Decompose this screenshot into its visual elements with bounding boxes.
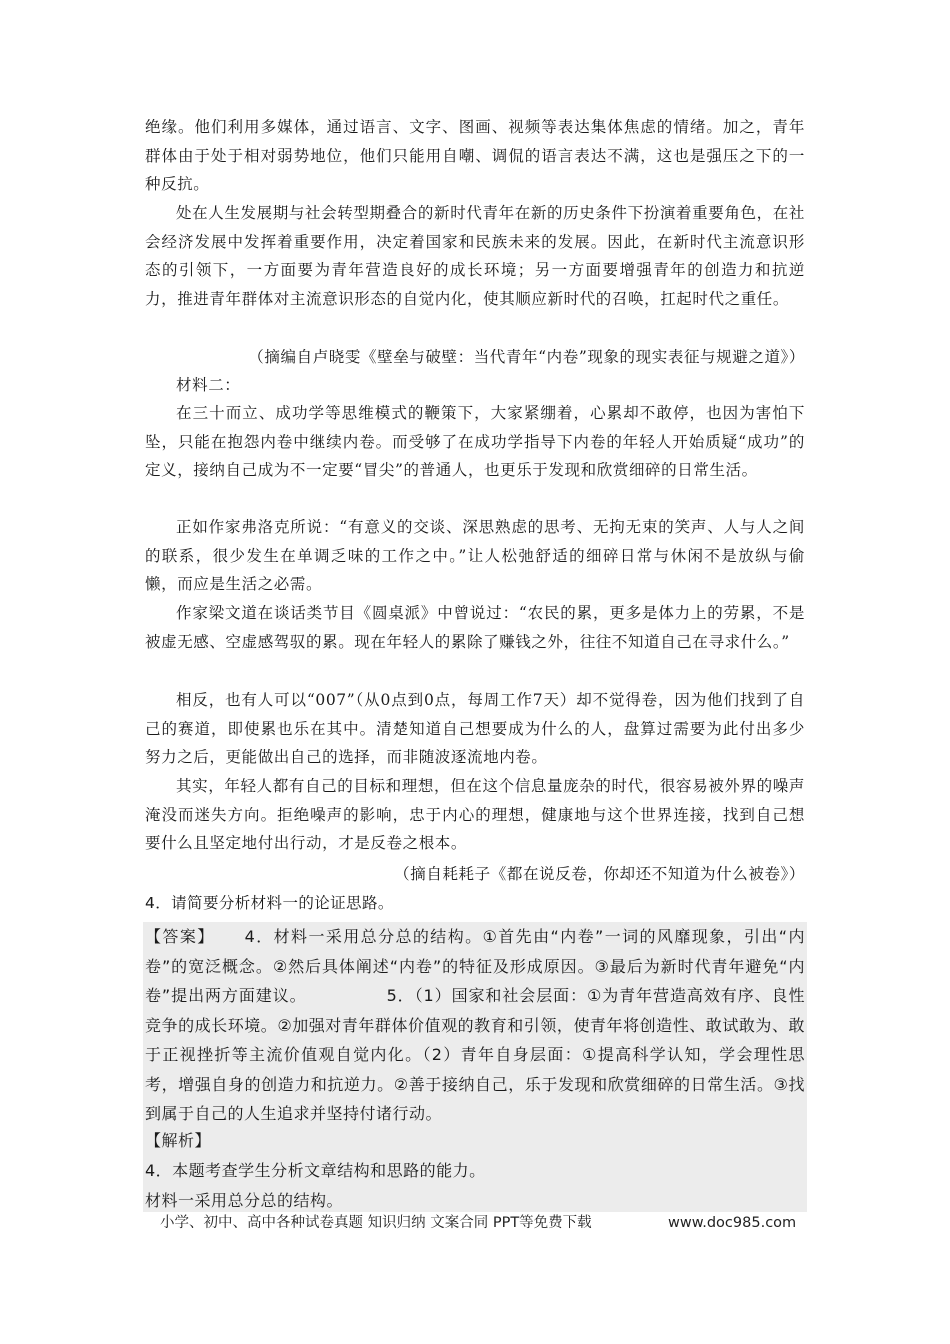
question-4: 4．请简要分析材料一的论证思路。	[145, 894, 394, 912]
page-footer	[160, 1211, 800, 1235]
answer-block	[145, 922, 805, 1129]
material2-paragraph-1: 在三十而立、成功学等思维模式的鞭策下，大家紧绷着，心累却不敢停，也因为害怕下坠，只能在抱怨内卷中继续内卷。而受够了在成功学指导下内卷的年轻人开始质疑“成功”的定义，接纳自己成为不一定要“冒尖”的普通人，也更乐于发现和欣赏细碎的日常生活。	[145, 404, 805, 479]
material2-paragraph-5: 其实，年轻人都有自己的目标和理想，但在这个信息量庞杂的时代，很容易被外界的噪声淹没而迷失方向。拒绝噪声的影响，忠于内心的理想，健康地与这个世界连接，找到自己想要什么且坚定地付出行动，才是反卷之根本。	[145, 777, 805, 852]
material1-source: （摘编自卢晓雯《壁垒与破壁：当代青年“内卷”现象的现实表征与规避之道》）	[248, 348, 805, 366]
footer-text: 小学、初中、高中各种试卷真题 知识归纳 文案合同 PPT等免费下载	[160, 1215, 592, 1231]
analysis-line-2: 材料一采用总分总的结构。	[145, 1191, 344, 1210]
footer-url[interactable]: www.doc985.com	[668, 1215, 797, 1231]
material2-paragraph-4: 相反，也有人可以“007”（从0点到0点，每周工作7天）却不觉得卷，因为他们找到了自己的赛道，即使累也乐在其中。清楚知道自己想要成为什么的人，盘算过需要为此付出多少努力之后，更能做出自己的选择，而非随波逐流地内卷。	[145, 691, 805, 766]
material1-paragraph-last: 处在人生发展期与社会转型期叠合的新时代青年在新的历史条件下扮演着重要角色，在社会经济发展中发挥着重要作用，决定着国家和民族未来的发展。因此，在新时代主流意识形态的引领下，一方面要为青年营造良好的成长环境；另一方面要增强青年的创造力和抗逆力，推进青年群体对主流意识形态的自觉内化，使其顺应新时代的召唤，扛起时代之重任。	[145, 204, 805, 308]
answer-text-5: 5．（1）国家和社会层面：①为青年营造高效有序、良性竞争的成长环境。②加强对青年群体价值观的教育和引领，使青年将创造性、敢试敢为、敢于正视挫折等主流价值观自觉内化。（2）青年自身层面：①提高科学认知，学会理性思考，增强自身的创造力和抗逆力。②善于接纳自己，乐于发现和欣赏细碎的日常生活。③找到属于自己的人生追求并坚持付诸行动。	[145, 986, 805, 1123]
material2-heading: 材料二：	[176, 376, 241, 394]
answer-label: 【答案】	[145, 927, 215, 946]
material2-paragraph-3: 作家梁文道在谈话类节目《圆桌派》中曾说过：“农民的累，更多是体力上的劳累，不是被虚无感、空虚感驾驭的累。现在年轻人的累除了赚钱之外，往往不知道自己在寻求什么。”	[145, 604, 805, 651]
analysis-label: 【解析】	[145, 1131, 212, 1150]
material2-paragraph-2: 正如作家弗洛克所说：“有意义的交谈、深思熟虑的思考、无拘无束的笑声、人与人之间的联系，很少发生在单调乏味的工作之中。”让人松弛舒适的细碎日常与休闲不是放纵与偷懒，而应是生活之必需。	[145, 518, 805, 593]
answer-text-4: 4．材料一采用总分总的结构。①首先由“内卷”一词的风靡现象，引出“内卷”的宽泛概念。②然后具体阐述“内卷”的特征及形成原因。③最后为新时代青年避免“内卷”提出两方面建议。	[145, 927, 805, 1005]
material2-source: （摘自耗耗子《都在说反卷，你却还不知道为什么被卷》）	[394, 865, 805, 883]
analysis-line-1: 4．本题考查学生分析文章结构和思路的能力。	[145, 1161, 486, 1180]
material1-paragraph-end: 绝缘。他们利用多媒体，通过语言、文字、图画、视频等表达集体焦虑的情绪。加之，青年群体由于处于相对弱势地位，他们只能用自嘲、调侃的语言表达不满，这也是强压之下的一种反抗。	[145, 118, 805, 193]
